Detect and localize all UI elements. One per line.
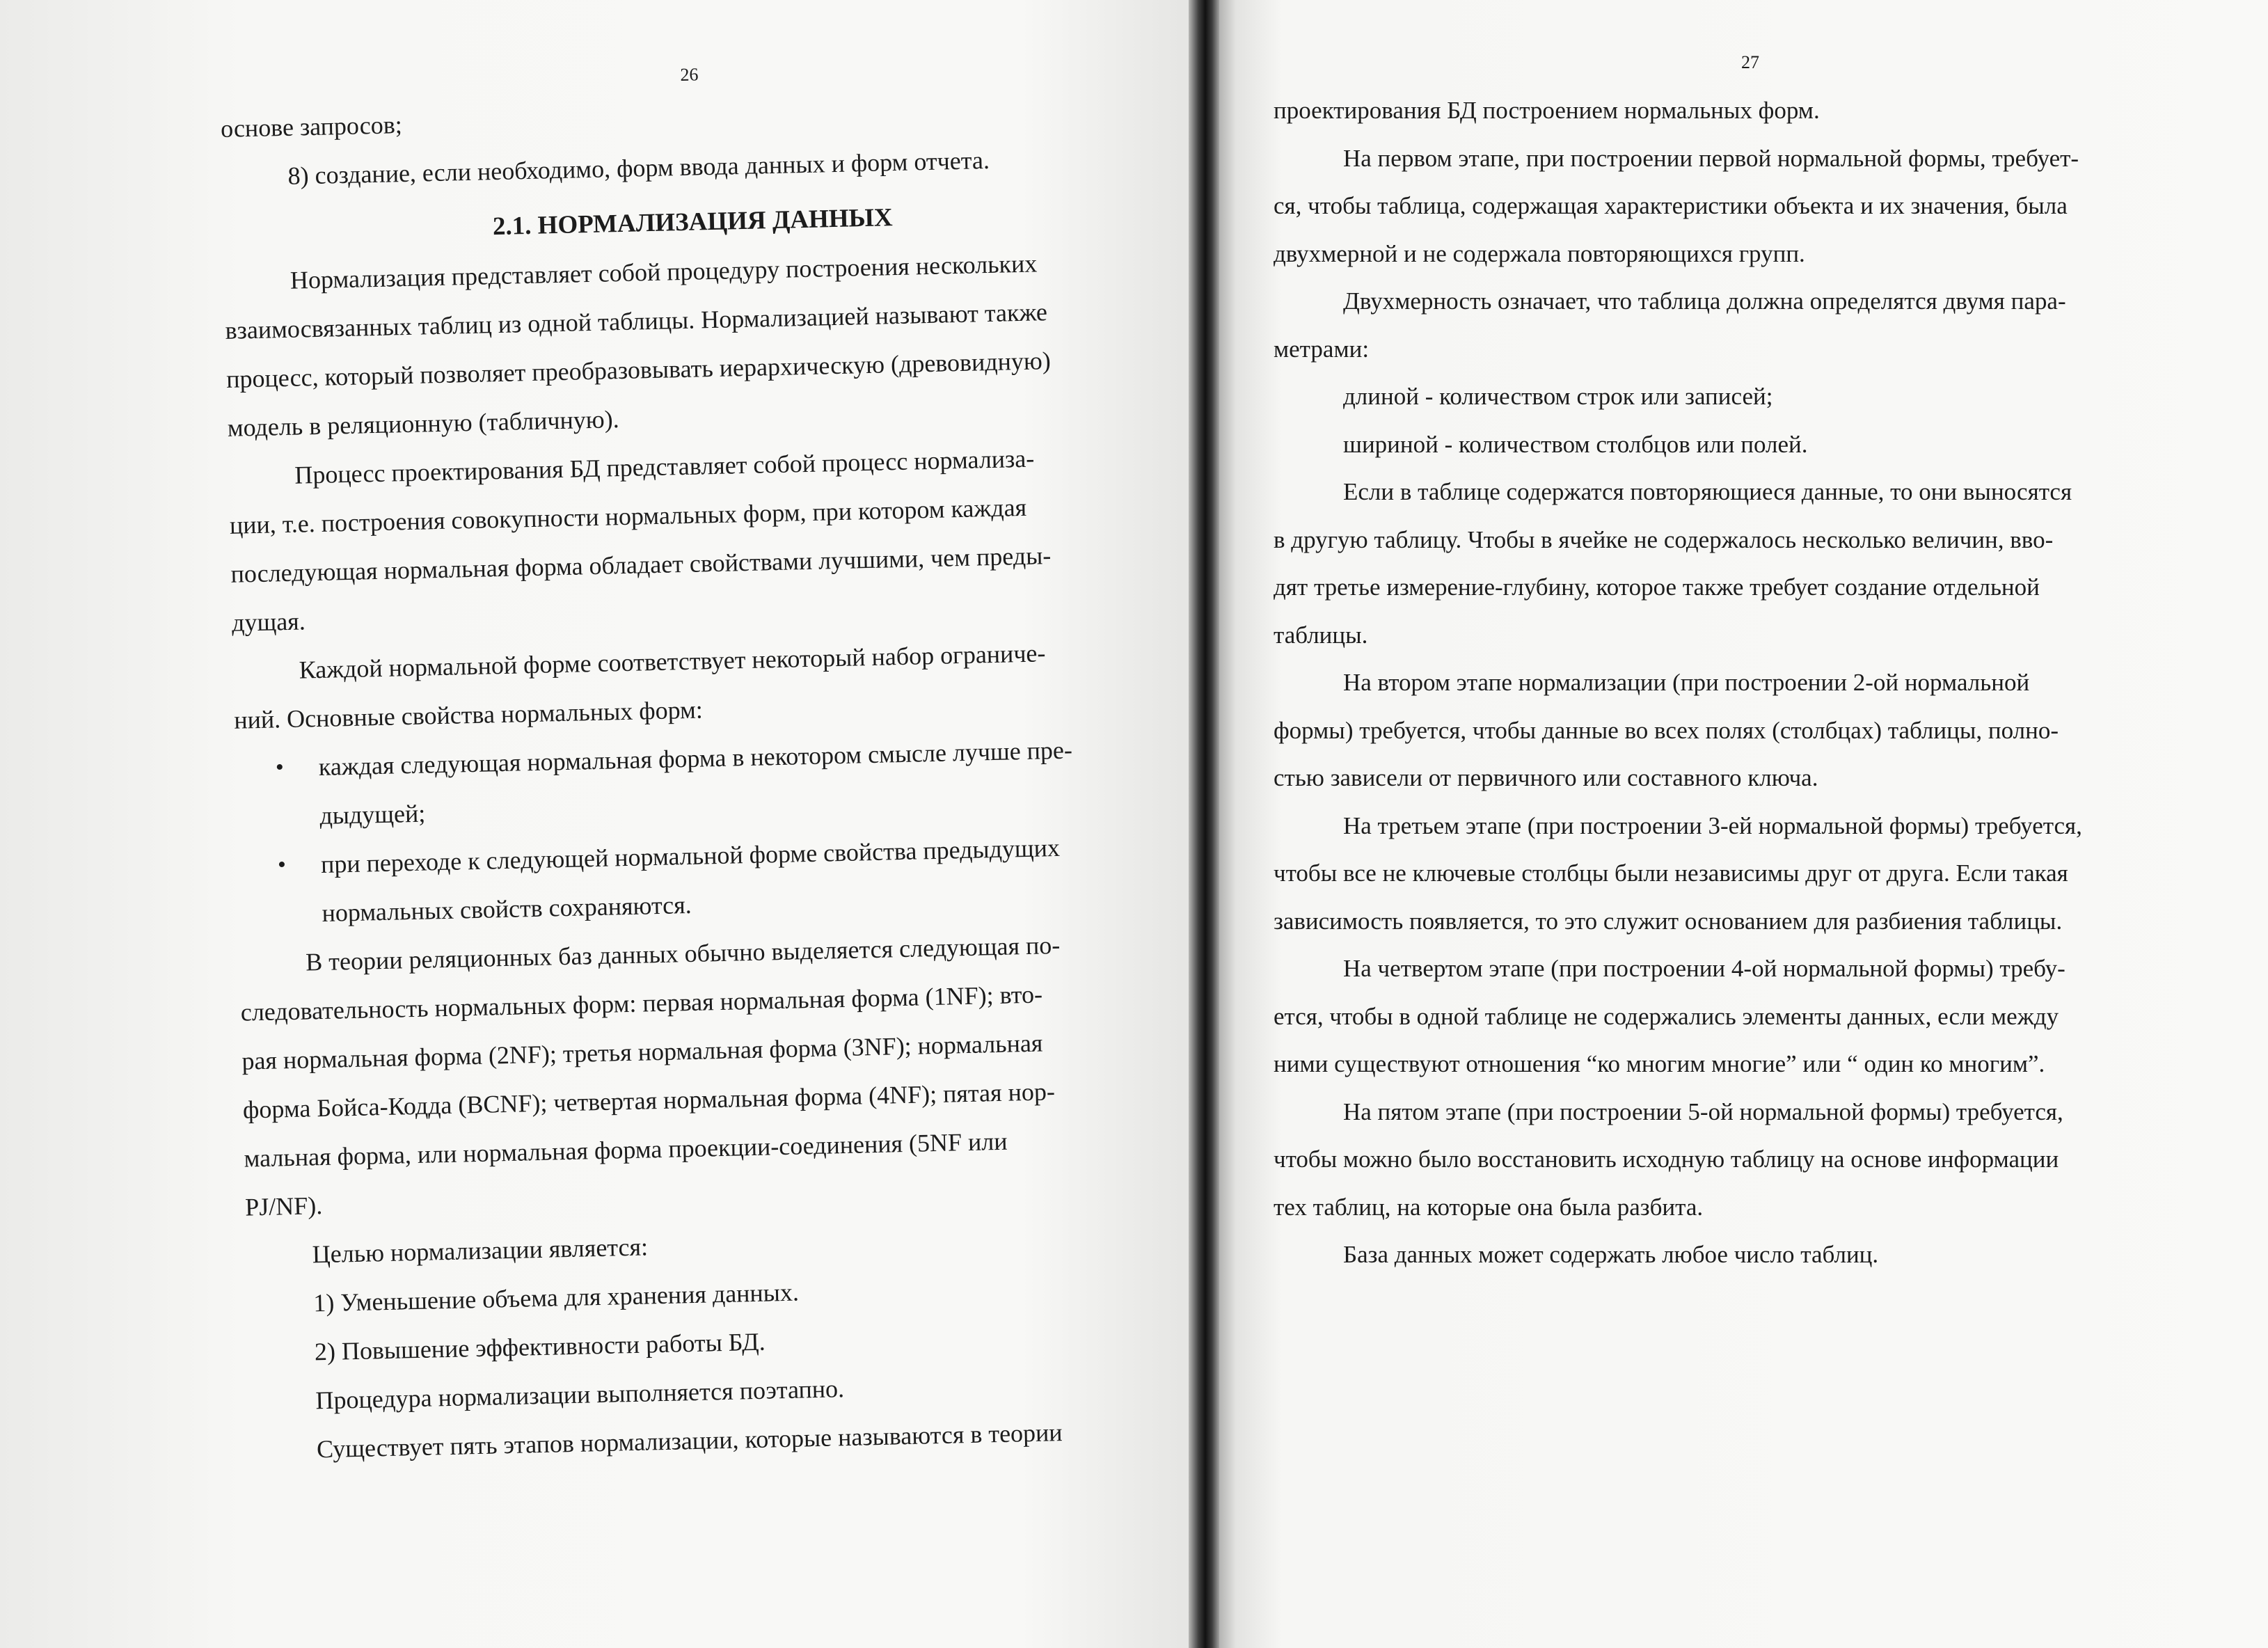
- text-line: На втором этапе нормализации (при построении 2-ой нормальной: [1343, 669, 2030, 696]
- text-line: взаимосвязанных таблиц из одной таблицы. Нормализацией называют также: [225, 298, 1048, 344]
- list-item-text: каждая следующая нормальная форма в некотором смысле лучше пре-: [318, 736, 1073, 782]
- text-line: таблицы.: [1274, 621, 1368, 649]
- text-line: ции, т.е. построения совокупности нормальных форм, при котором каждая: [229, 493, 1027, 539]
- text-line: в другую таблицу. Чтобы в ячейке не содержалось несколько величин, вво-: [1274, 525, 2054, 553]
- text-line: мальная форма, или нормальная форма проекции-соединения (5NF или: [244, 1127, 1008, 1173]
- text-line: двухмерной и не содержала повторяющихся групп.: [1274, 239, 1805, 267]
- text-line: На первом этапе, при построении первой нормальной формы, требует-: [1343, 144, 2079, 172]
- text-line: PJ/NF).: [244, 1191, 323, 1221]
- text-line: шириной - количеством столбцов или полей.: [1343, 430, 1808, 458]
- text-line: проектирования БД построением нормальных форм.: [1274, 97, 1820, 124]
- text-line: метрами:: [1274, 335, 1370, 363]
- bullet-icon: •: [275, 754, 285, 781]
- text-line: На пятом этапе (при построении 5-ой нормальной формы) требуется,: [1343, 1098, 2063, 1125]
- text-line: форма Бойса-Кодда (BCNF); четвертая нормальная форма (4NF); пятая нор-: [242, 1077, 1056, 1124]
- text-line: дят третье измерение-глубину, которое также требует создание отдельной: [1274, 573, 2040, 601]
- text-line: дущая.: [231, 607, 306, 637]
- left-page-content: [219, 45, 1191, 1475]
- text-line: 2) Повышение эффективности работы БД.: [314, 1327, 766, 1366]
- text-line: Существует пять этапов нормализации, которые называются в теории: [316, 1418, 1063, 1464]
- text-line: последующая нормальная форма обладает свойствами лучшими, чем преды-: [230, 541, 1052, 588]
- book-spine: [1189, 0, 1222, 1648]
- text-line: рая нормальная форма (2NF); третья нормальная форма (3NF); нормальная: [241, 1029, 1043, 1075]
- text-line: Каждой нормальной форме соответствует некоторый набор ограниче-: [299, 639, 1046, 684]
- text-line: зависимость появляется, то это служит основанием для разбиения таблицы.: [1274, 907, 2063, 935]
- text-line: Процесс проектирования БД представляет собой процесс нормализа-: [294, 444, 1035, 489]
- text-line: тех таблиц, на которые она была разбита.: [1274, 1193, 1704, 1221]
- text-line: ся, чтобы таблица, содержащая характеристики объекта и их значения, была: [1274, 192, 2068, 219]
- section-heading: 2.1. НОРМАЛИЗАЦИЯ ДАННЫХ: [492, 203, 894, 241]
- text-line: чтобы все не ключевые столбцы были независимы друг от друга. Если такая: [1274, 859, 2068, 887]
- text-line: 8) создание, если необходимо, форм ввода данных и форм отчета.: [287, 145, 990, 190]
- right-page: [1219, 0, 2268, 1648]
- text-line: Целью нормализации является:: [312, 1233, 649, 1269]
- bullet-icon: •: [277, 852, 287, 878]
- text-line: нормальных свойств сохраняются.: [322, 890, 692, 927]
- text-line: модель в реляционную (табличную).: [227, 405, 620, 442]
- text-line: ний. Основные свойства нормальных форм:: [233, 695, 704, 734]
- text-line: стью зависели от первичного или составного ключа.: [1274, 764, 1818, 791]
- text-line: Процедура нормализации выполняется поэтапно.: [315, 1374, 845, 1415]
- right-page-content: [1274, 38, 2227, 1279]
- text-line: чтобы можно было восстановить исходную таблицу на основе информации: [1274, 1146, 2059, 1173]
- page-number: 26: [680, 64, 699, 85]
- text-line: Нормализация представляет собой процедуру построения нескольких: [290, 249, 1038, 294]
- list-item-text: при переходе к следующей нормальной форме свойства предыдущих: [320, 833, 1061, 878]
- text-line: Если в таблице содержатся повторяющиеся данные, то они выносятся: [1343, 478, 2072, 505]
- text-line: ется, чтобы в одной таблице не содержались элементы данных, если между: [1274, 1002, 2059, 1030]
- text-line: 1) Уменьшение объема для хранения данных.: [312, 1278, 800, 1317]
- text-line: База данных может содержать любое число таблиц.: [1343, 1241, 1879, 1268]
- text-line: ними существуют отношения “ко многим многие” или “ один ко многим”.: [1274, 1050, 2045, 1077]
- page-number: 27: [1741, 52, 1759, 72]
- text-line: процесс, который позволяет преобразовывать иерархическую (древовидную): [225, 347, 1052, 393]
- text-line: дыдущей;: [319, 799, 426, 830]
- text-line: следовательность нормальных форм: первая нормальная форма (1NF); вто-: [240, 980, 1043, 1027]
- text-line: В теории реляционных баз данных обычно выделяется следующая по-: [305, 930, 1061, 976]
- text-line: На четвертом этапе (при построении 4-ой нормальной формы) требу-: [1343, 955, 2065, 982]
- spine-shadow: [1219, 0, 1236, 1648]
- text-line: формы) требуется, чтобы данные во всех полях (столбцах) таблицы, полно-: [1274, 716, 2059, 744]
- text-line: длиной - количеством строк или записей;: [1343, 383, 1773, 410]
- text-line: основе запросов;: [220, 111, 403, 143]
- text-line: Двухмерность означает, что таблица должна определятся двумя пара-: [1343, 287, 2066, 315]
- text-line: На третьем этапе (при построении 3-ей нормальной формы) требуется,: [1343, 811, 2082, 839]
